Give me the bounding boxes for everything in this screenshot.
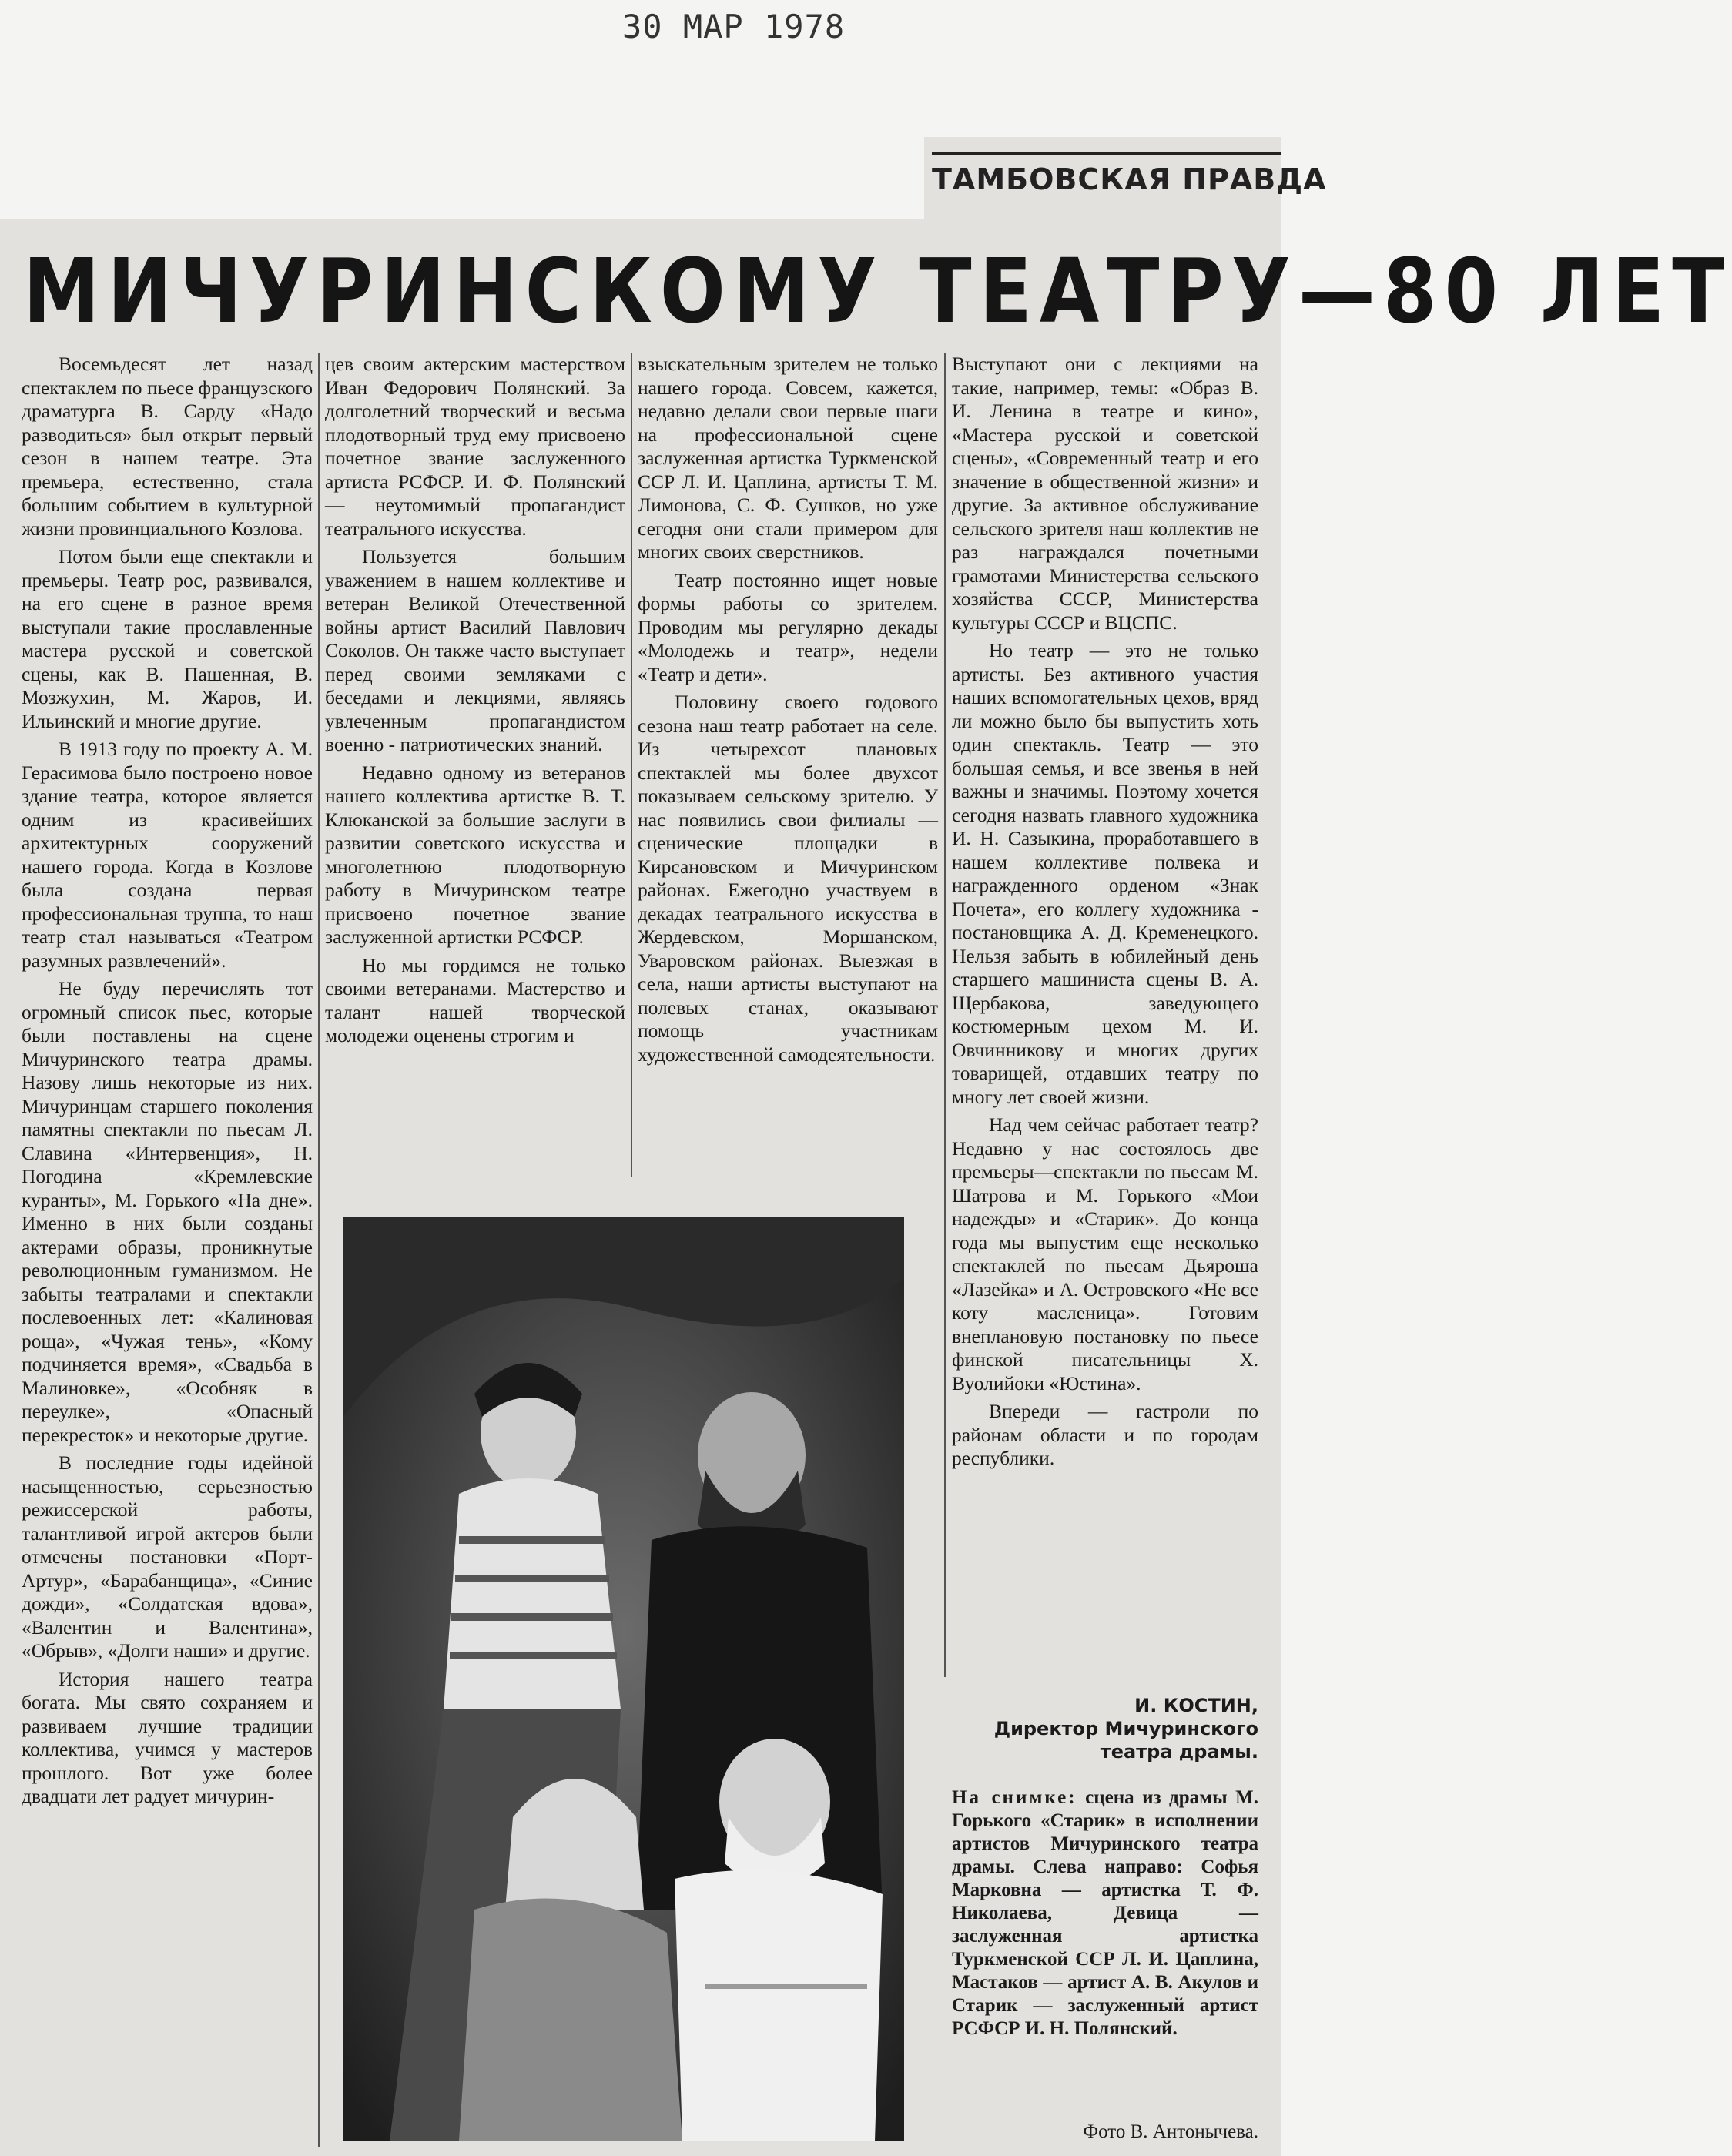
- author-name: И. КОСТИН,: [1134, 1695, 1258, 1716]
- paragraph: Не буду перечислять тот огромный список пьес, которые были поставлены на сцене Мичуринского театра драмы. Назову лишь некоторые из них. Мичуринцам старшего поколения памятны спектакли по пьесам Л. Славина «Интервенция», Н. Погодина «Кремлевские куранты», М. Горького «На дне». Именно в них были созданы актерами образы, проникнутые революционным гуманизмом. Не забыты театралами и спектакли послевоенных лет: «Калиновая роща», «Чужая тень», «Кому подчиняется время», «Свадьба в Малиновке», «Особняк в переулке», «Опасный перекресток» и некоторые другие.: [22, 977, 313, 1446]
- newspaper-masthead: ТАМБОВСКАЯ ПРАВДА: [932, 152, 1281, 196]
- paragraph: Потом были еще спектакли и премьеры. Театр рос, развивался, на его сцене в разное время выступали такие прославленные мастера русской и советской сцены, как В. Пашенная, В. Мозжухин, М. Жаров, И. Ильинский и многие другие.: [22, 545, 313, 732]
- caption-text: сцена из драмы М. Горького «Старик» в исполнении артистов Мичуринского театра драмы. Слева направо: Софья Марковна — артистка Т. Ф. Николаева, Девица — заслуженная артистка Туркменской ССР Л. И. Цаплина, Мастаков — артист А. В. Акулов и Старик — заслуженный артист РСФСР И. Н. Полянский.: [952, 1787, 1258, 2039]
- old-man-shirt: [675, 1870, 883, 2141]
- paragraph: В последние годы идейной насыщенностью, серьезностью режиссерской работы, талантливой игрой актеров были отмечены постановки «Порт-Артур», «Барабанщица», «Синие дожди», «Солдатская вдова», «Валентин и Валентина», «Обрыв», «Долги наши» и другие.: [22, 1451, 313, 1662]
- photo-illustration: [343, 1217, 904, 2141]
- date-stamp: 30 МАР 1978: [622, 8, 846, 45]
- paragraph: Но мы гордимся не только своими ветеранами. Мастерство и талант нашей творческой молодежи оценены строгим и: [325, 953, 625, 1046]
- paragraph: Недавно одному из ветеранов нашего коллектива артистке В. Т. Клюканской за большие заслуги в развитии советского искусства и многолетнюю плодотворную работу в Мичуринском театре присвоено почетное звание заслуженной артистки РСФСР.: [325, 761, 625, 948]
- caption-lead: На снимке:: [952, 1787, 1077, 1808]
- column-rule: [944, 353, 946, 1677]
- paragraph: История нашего театра богата. Мы свято сохраняем и развиваем лучшие традиции коллектива, учимся у мастеров прошлого. Вот уже более двадцати лет радует мичурин-: [22, 1667, 313, 1807]
- paragraph: Выступают они с лекциями на такие, например, темы: «Образ В. И. Ленина в театре и кино», «Мастера русской и советской сцены», «Современный театр и его значение в общественной жизни» и другие. За активное обслуживание сельского зрителя наш коллектив не раз награждался почетными грамотами Министерства сельского хозяйства СССР, Министерства культуры СССР и ВЦСПС.: [952, 353, 1258, 634]
- paragraph: Театр постоянно ищет новые формы работы со зрителем. Проводим мы регулярно декады «Молодежь и театр», недели «Театр и дети».: [638, 568, 938, 685]
- paragraph: Восемьдесят лет назад спектаклем по пьесе французского драматурга В. Сарду «Надо разводиться» был открыт первый сезон в нашем театре. Эта премьера, естественно, стала большим событием в культурной жизни провинциального Козлова.: [22, 353, 313, 540]
- article-column-1: [22, 353, 313, 2147]
- photo-credit: Фото В. Антонычева.: [1083, 2121, 1258, 2142]
- paragraph: Над чем сейчас работает театр? Недавно у нас состоялось две премьеры—спектакли по пьесам М. Шатрова и М. Горького «Мои надежды» и «Старик». До конца года мы выпустим еще несколько спектаклей по пьесам Дьяроша «Лазейка» и А. Островского «Не все коту масленица». Готовим внеплановую постановку по пьесе финской писательницы Х. Вуолийоки «Юстина».: [952, 1113, 1258, 1394]
- paragraph: В 1913 году по проекту А. М. Герасимова было построено новое здание театра, которое является одним из красивейших архитектурных сооружений нашего города. Когда в Козлове была создана первая профессиональная труппа, то наш театр стал называться «Театром разумных развлечений».: [22, 738, 313, 972]
- paragraph: Впереди — гастроли по районам области и по городам республики.: [952, 1400, 1258, 1469]
- article-column-4: [952, 353, 1258, 1677]
- paragraph: Половину своего годового сезона наш театр работает на селе. Из четырехсот плановых спектаклей мы более двухсот показываем сельскому зрителю. У нас появились свои филиалы — сценические площадки в Кирсановском и Мичуринском районах. Ежегодно участвуем в декадах театрального искусства в Жердевском, Моршанском, Уваровском районах. Выезжая в села, наши артисты выступают на полевых станах, оказывают помощь участникам художественной самодеятельности.: [638, 691, 938, 1066]
- paragraph: взыскательным зрителем не только нашего города. Совсем, кажется, недавно делали свои первые шаги на профессиональной сцене заслуженная артистка Туркменской ССР Л. И. Цаплина, артисты Т. М. Лимонова, С. Ф. Сушков, но уже сегодня они стали примером для многих своих сверстников.: [638, 353, 938, 563]
- kneeling-actress-dress: [459, 1898, 682, 2141]
- article-headline: МИЧУРИНСКОМУ ТЕАТРУ—80 ЛЕТ: [23, 239, 1732, 343]
- photo-caption: [952, 1786, 1258, 2040]
- author-signature: [952, 1694, 1258, 1763]
- theatre-scene-photo: [343, 1217, 904, 2141]
- author-title: Директор Мичуринского театра драмы.: [993, 1718, 1258, 1763]
- article-column-3: [638, 353, 938, 1177]
- paragraph: Пользуется большим уважением в нашем коллективе и ветеран Великой Отечественной войны артист Василий Павлович Соколов. Он также часто выступает перед своими земляками с беседами и лекциями, являясь увлеченным пропагандистом военно - патриотических знаний.: [325, 545, 625, 755]
- paragraph: цев своим актерским мастерством Иван Федорович Полянский. За долголетний творческий и весьма плодотворный труд ему присвоено почетное звание заслуженного артиста РСФСР. И. Ф. Полянский — неутомимый пропагандист театрального искусства.: [325, 353, 625, 540]
- column-rule: [631, 353, 632, 1177]
- paragraph: Но театр — это не только артисты. Без активного участия наших вспомогательных цехов, вряд ли можно было бы выпустить хоть один спектакль. Театр — это большая семья, и все звенья в ней важны и значимы. Поэтому хочется сегодня назвать главного художника И. Н. Сазыкина, проработавшего в нашем коллективе полвека и награжденного орденом «Знак Почета», его коллегу художника - постановщика А. Д. Кременецкого. Нельзя забыть в юбилейный день старшего машиниста сцены В. А. Щербакова, заведующего костюмерным цехом М. И. Овчинникову и многих других товарищей, отдавших театру по многу лет своей жизни.: [952, 639, 1258, 1108]
- article-column-2: [325, 353, 625, 1177]
- column-rule: [318, 353, 320, 2147]
- actress-blouse: [444, 1478, 621, 1709]
